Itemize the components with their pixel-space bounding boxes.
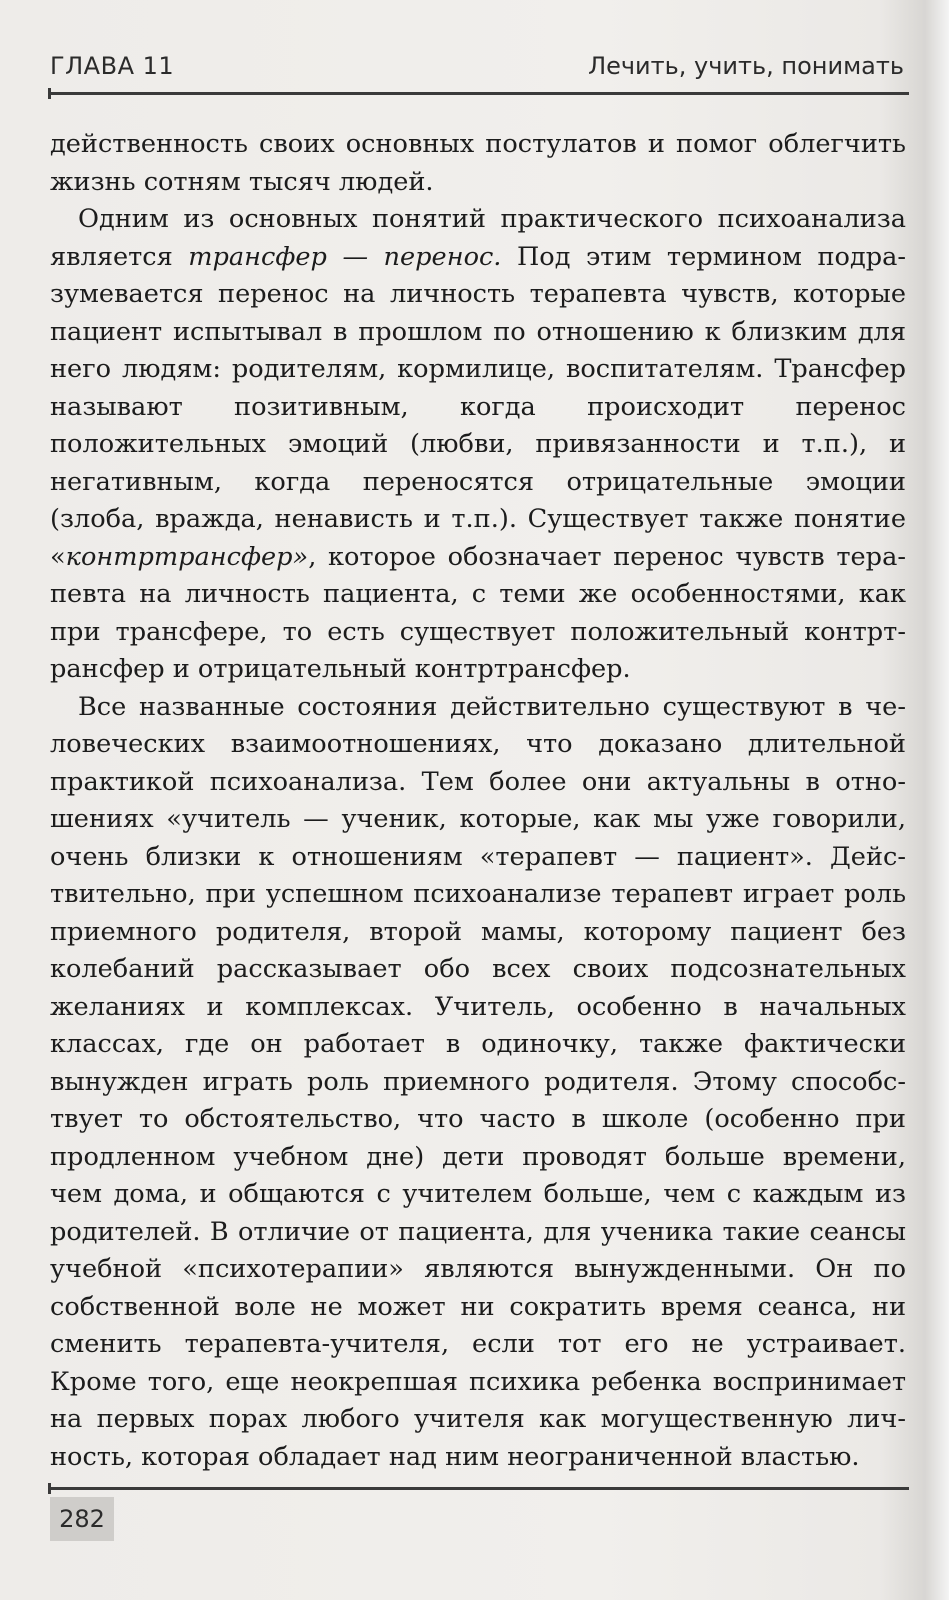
paragraph-3: Все названные состояния действительно существуют в человеческих взаимоотношениях, что доказано длительной практикой психоанализа. Тем более они актуальны в отношениях «учитель — ученик, которые, как мы уже говорили, очень близки к отношениям «терапевт — пациент». Действительно, при успешном психоанализе терапевт играет роль приемного родителя, второй мамы, которому пациент без колебаний рассказывает обо всех своих подсознательных желаниях и комплексах. Учитель, особенно в начальных классах, где он работает в одиночку, также фактически вынужден играть роль приемного родителя. Этому способствует то обстоятельство, что часто в школе (особенно при продленном учебном дне) дети проводят больше времени, чем дома, и общаются с учителем больше, чем с каждым из родителей. В отличие от пациента, для ученика такие сеансы учебной «психотерапии» являются вынужденными. Он по собственной воле не может ни сократить время сеанса, ни сменить терапевта-учителя, если тот его не устраивает. Кроме того, еще неокрепшая психика ребенка воспринимает на первых порах любого учителя как могущественную личность, которая обладает над ним неограниченной властью.: [50, 691, 906, 1472]
body-text: [50, 126, 906, 1476]
chapter-label: ГЛАВА 11: [50, 52, 175, 80]
page-number: 282: [50, 1497, 114, 1541]
paragraph-2-middle: Под этим термином подразумевается перенос на личность терапевта чувств, которые пациент испытывал в прошлом по отношению к близким для него людям: родителям, кормилице, воспитателям. Трансфер называют позитивным, когда происходит перенос положительных эмоций (любви, привязанности и т.п.), и негативным, когда переносятся отрицательные эмоции (злоба, вражда, ненависть и т.п.). Существует также понятие «: [50, 241, 906, 572]
paragraph-2-start: Одним из основных понятий практического психоанализа является: [50, 204, 906, 272]
paragraph-1: действенность своих основных постулатов и помог облегчить жизнь сотням тысяч людей.: [50, 129, 906, 197]
header-rule: [48, 92, 909, 95]
chapter-title: Лечить, учить, понимать: [588, 52, 904, 80]
term-countertransfer: контртрансфер»: [65, 541, 309, 572]
term-transfer: трансфер — перенос.: [188, 241, 502, 272]
running-header: [50, 48, 904, 88]
footer-rule: [48, 1487, 909, 1490]
paragraph-2-end: , которое обозначает перенос чувств терапевта на личность пациента, с теми же особенностями, как при трансфере, то есть существует положительный контртрансфер и отрицательный контртрансфер.: [50, 541, 906, 684]
paragraph-2: [50, 201, 906, 689]
